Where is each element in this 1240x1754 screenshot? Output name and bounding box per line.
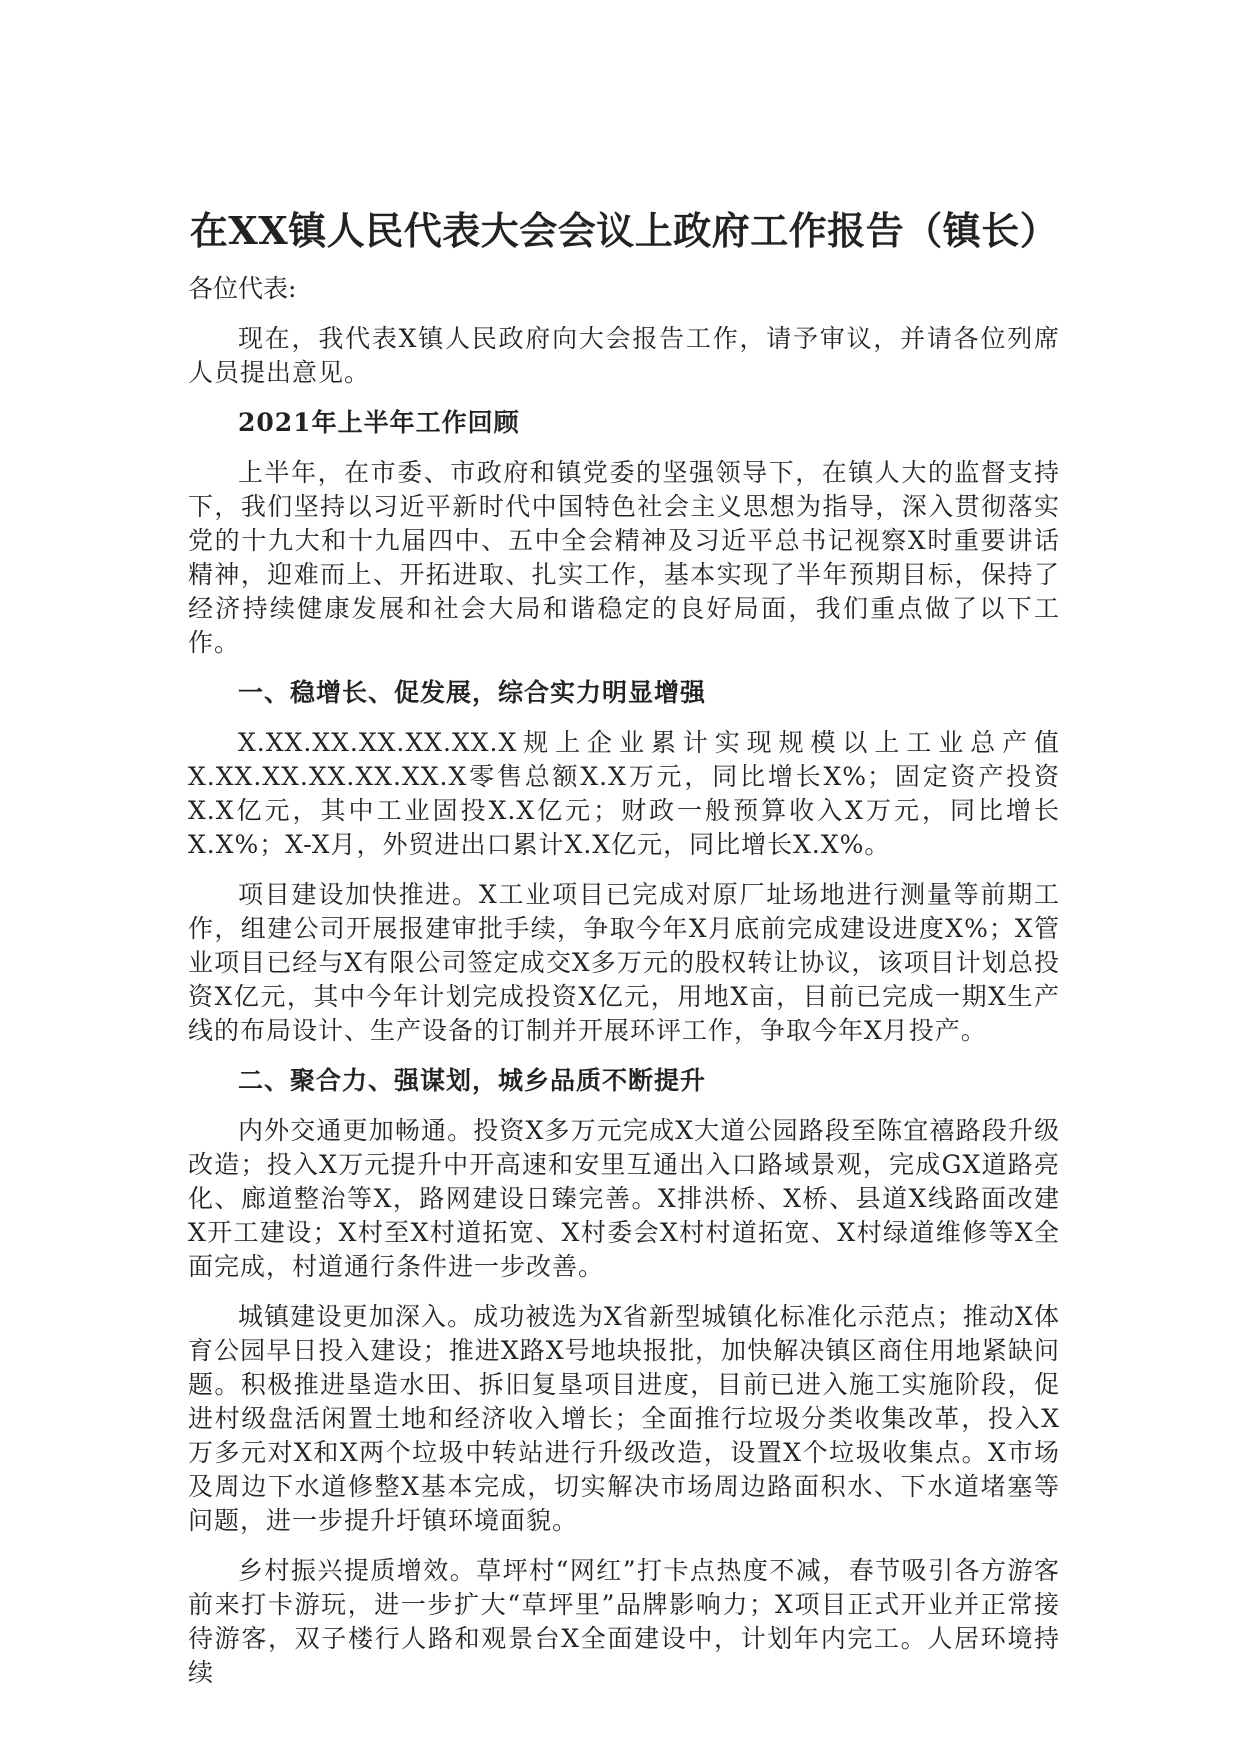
paragraph: 现在，我代表X镇人民政府向大会报告工作，请予审议，并请各位列席人员提出意见。 bbox=[188, 324, 1060, 387]
paragraph: 乡村振兴提质增效。草坪村“网红”打卡点热度不减，春节吸引各方游客前来打卡游玩，进一步扩大“草坪里”品牌影响力；X项目正式开业并正常接待游客，双子楼行人路和观景台X全面建设中，计划年内完工。人居环境持续 bbox=[188, 1556, 1060, 1687]
paragraph: 内外交通更加畅通。投资X多万元完成X大道公园路段至陈宜禧路段升级改造；投入X万元提升中开高速和安里互通出入口路域景观，完成GX道路亮化、廊道整治等X，路网建设日臻完善。X排洪桥、X桥、县道X线路面改建X开工建设；X村至X村道拓宽、X村委会X村村道拓宽、X村绿道维修等X全面完成，村道通行条件进一步改善。 bbox=[188, 1116, 1060, 1281]
salutation: 各位代表: bbox=[188, 274, 297, 303]
paragraph: 项目建设加快推进。X工业项目已完成对原厂址场地进行测量等前期工作，组建公司开展报建审批手续，争取今年X月底前完成建设进度X%；X管业项目已经与X有限公司签定成交X多万元的股权转让协议，该项目计划总投资X亿元，其中今年计划完成投资X亿元，用地X亩，目前已完成一期X生产线的布局设计、生产设备的订制并开展环评工作，争取今年X月投产。 bbox=[188, 880, 1060, 1045]
section-heading: 一、稳增长、促发展，综合实力明显增强 bbox=[238, 678, 707, 707]
section-heading: 2021年上半年工作回顾 bbox=[238, 408, 520, 437]
document-body bbox=[188, 204, 1060, 1706]
paragraph: X.XX.XX.XX.XX.XX.X规上企业累计实现规模以上工业总产值X.XX.XX.XX.XX.XX.X零售总额X.X万元，同比增长X%；固定资产投资X.X亿元，其中工业固投X.X亿元；财政一般预算收入X万元，同比增长X.X%；X-X月，外贸进出口累计X.X亿元，同比增长X.X%。 bbox=[188, 728, 1060, 859]
document-blocks bbox=[188, 322, 1060, 1690]
paragraph: 城镇建设更加深入。成功被选为X省新型城镇化标准化示范点；推动X体育公园早日投入建设；推进X路X号地块报批，加快解决镇区商住用地紧缺问题。积极推进垦造水田、拆旧复垦项目进度，目前已进入施工实施阶段，促进村级盘活闲置土地和经济收入增长；全面推行垃圾分类收集改革，投入X万多元对X和X两个垃圾中转站进行升级改造，设置X个垃圾收集点。X市场及周边下水道修整X基本完成，切实解决市场周边路面积水、下水道堵塞等问题，进一步提升圩镇环境面貌。 bbox=[188, 1302, 1060, 1535]
document-title: 在XX镇人民代表大会会议上政府工作报告（镇长） bbox=[189, 208, 1059, 253]
section-heading: 二、聚合力、强谋划，城乡品质不断提升 bbox=[238, 1066, 707, 1095]
paragraph: 上半年，在市委、市政府和镇党委的坚强领导下，在镇人大的监督支持下，我们坚持以习近平新时代中国特色社会主义思想为指导，深入贯彻落实党的十九大和十九届四中、五中全会精神及习近平总书记视察X时重要讲话精神，迎难而上、开拓进取、扎实工作，基本实现了半年预期目标，保持了经济持续健康发展和社会大局和谐稳定的良好局面，我们重点做了以下工作。 bbox=[188, 458, 1060, 657]
